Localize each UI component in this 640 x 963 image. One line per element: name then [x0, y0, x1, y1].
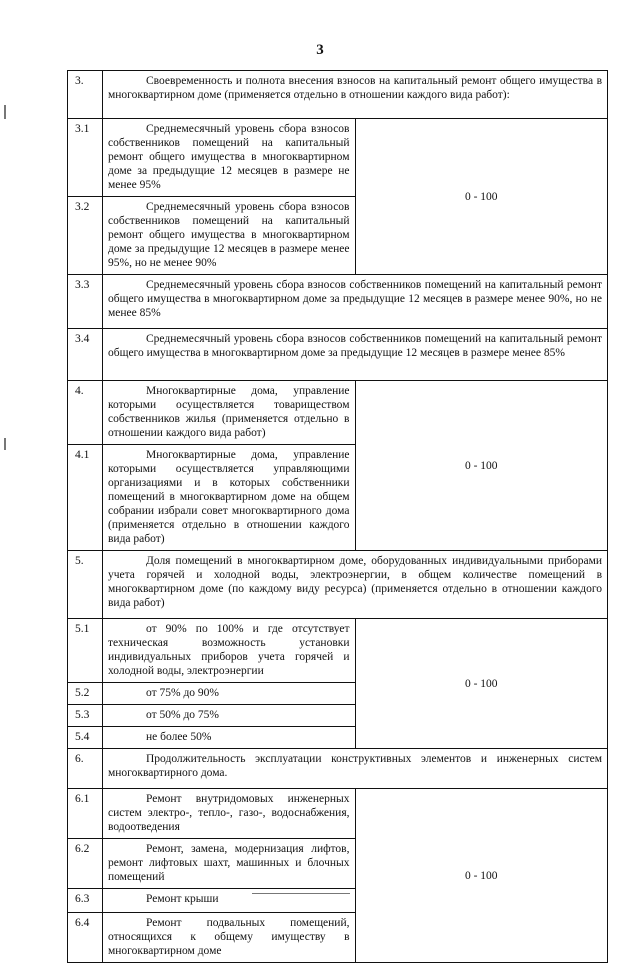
scan-artifact-bottom: [252, 893, 350, 894]
table-row: [68, 329, 608, 381]
row-number: 4.1: [68, 445, 103, 551]
row-text: Доля помещений в многоквартирном доме, оборудованных индивидуальными приборами учета горячей и холодной воды, электроэнергии, в общем количестве помещений в многоквартирном доме (по каждому виду ресурса) (применяется отдельно в отношении каждого вида работ): [103, 551, 608, 619]
page-number: 3: [316, 42, 324, 58]
score-range: 0 - 100: [355, 789, 608, 963]
table-row: [68, 119, 608, 197]
table-row: [68, 551, 608, 619]
row-text: Многоквартирные дома, управление которыми осуществляется товариществом собственников жилья (применяется отдельно в отношении каждого вида работ): [103, 381, 356, 445]
row-number: 6.1: [68, 789, 103, 839]
table-row: [68, 619, 608, 683]
row-number: 5.1: [68, 619, 103, 683]
row-text: Ремонт подвальных помещений, относящихся к общему имуществу в многоквартирном доме: [103, 913, 356, 963]
table-row: [68, 275, 608, 329]
row-number: 3.4: [68, 329, 103, 381]
row-text: Ремонт внутридомовых инженерных систем электро-, тепло-, газо-, водоснабжения, водоотведения: [103, 789, 356, 839]
row-number: 3.3: [68, 275, 103, 329]
row-number: 5.2: [68, 683, 103, 705]
criteria-table: [67, 70, 608, 963]
row-number: 6.: [68, 749, 103, 789]
table-row: [68, 789, 608, 839]
row-number: 6.2: [68, 839, 103, 889]
row-text: Многоквартирные дома, управление которыми осуществляется управляющими организациями и в которых собственники помещений в многоквартирном доме на общем собрании избрали совет многоквартирного дома (применяется отдельно в отношении каждого вида работ): [103, 445, 356, 551]
row-text: Среднемесячный уровень сбора взносов собственников помещений на капитальный ремонт общего имущества в многоквартирном доме за предыдущие 12 месяцев в размере менее 90%, но не менее 85%: [103, 275, 608, 329]
row-text: от 90% по 100% и где отсутствует техническая возможность установки индивидуальных приборов учета горячей и холодной воды, электроэнергии: [103, 619, 356, 683]
table-row: [68, 381, 608, 445]
row-text: Продолжительность эксплуатации конструктивных элементов и инженерных систем многоквартирного дома.: [103, 749, 608, 789]
row-text: Среднемесячный уровень сбора взносов собственников помещений на капитальный ремонт общего имущества в многоквартирном доме за предыдущие 12 месяцев в размере не менее 95%: [103, 119, 356, 197]
row-number: 3.2: [68, 197, 103, 275]
row-text: от 75% до 90%: [103, 683, 356, 705]
row-text: Среднемесячный уровень сбора взносов собственников помещений на капитальный ремонт общего имущества в многоквартирном доме за предыдущие 12 месяцев в размере менее 95%, но не менее 90%: [103, 197, 356, 275]
row-number: 5.4: [68, 727, 103, 749]
table-row: [68, 749, 608, 789]
row-text: не более 50%: [103, 727, 356, 749]
row-number: 3.1: [68, 119, 103, 197]
score-range: 0 - 100: [355, 119, 608, 275]
scan-artifact-left: [4, 438, 6, 450]
row-number: 3.: [68, 71, 103, 119]
row-number: 5.3: [68, 705, 103, 727]
row-text: Ремонт крыши: [103, 889, 356, 913]
score-range: 0 - 100: [355, 619, 608, 749]
row-text: Своевременность и полнота внесения взносов на капитальный ремонт общего имущества в многоквартирном доме (применяется отдельно в отношении каждого вида работ):: [103, 71, 608, 119]
table-row: [68, 71, 608, 119]
row-number: 6.4: [68, 913, 103, 963]
scan-artifact-left: [4, 105, 6, 119]
row-number: 4.: [68, 381, 103, 445]
row-text: Ремонт, замена, модернизация лифтов, ремонт лифтовых шахт, машинных и блочных помещений: [103, 839, 356, 889]
score-range: 0 - 100: [355, 381, 608, 551]
row-text: Среднемесячный уровень сбора взносов собственников помещений на капитальный ремонт общего имущества в многоквартирном доме за предыдущие 12 месяцев в размере менее 85%: [103, 329, 608, 381]
row-number: 5.: [68, 551, 103, 619]
row-text: от 50% до 75%: [103, 705, 356, 727]
row-number: 6.3: [68, 889, 103, 913]
